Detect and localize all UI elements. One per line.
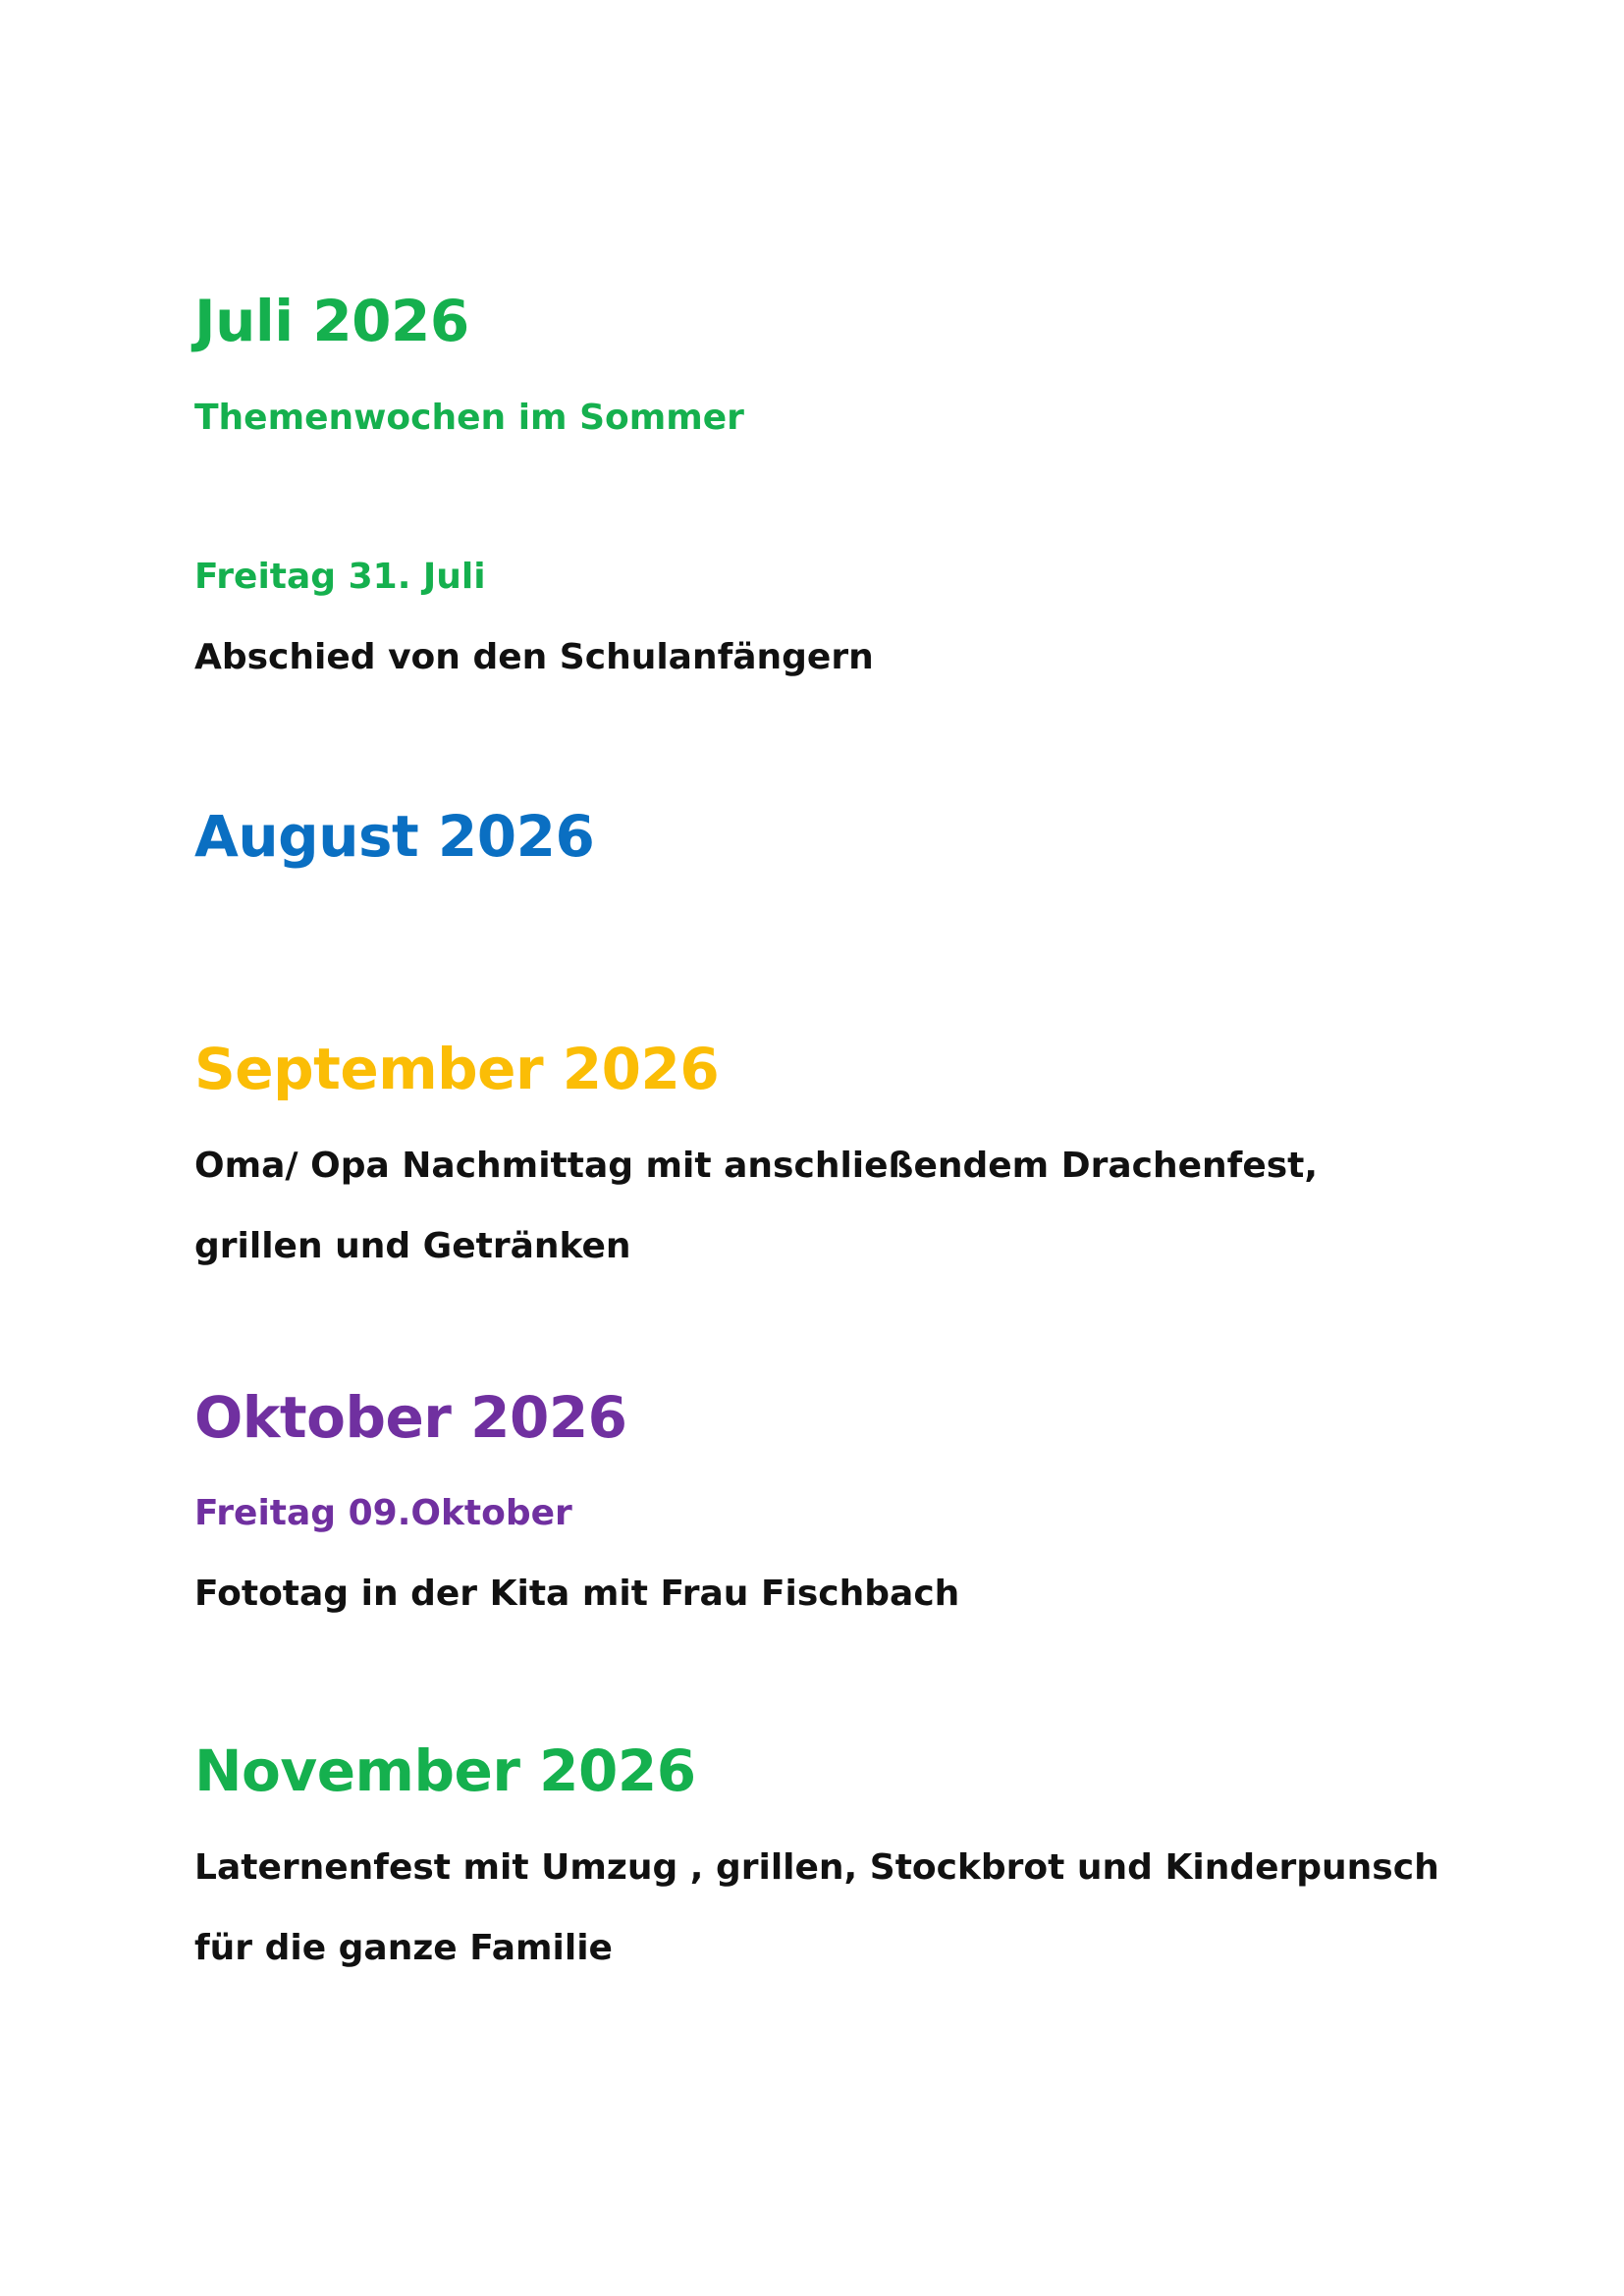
month-heading-september: September 2026 (194, 1036, 720, 1102)
juli-event-text: Abschied von den Schulanfängern (194, 637, 874, 677)
month-heading-juli: Juli 2026 (194, 288, 469, 354)
oktober-event-date: Freitag 09.Oktober (194, 1493, 572, 1533)
month-heading-november: November 2026 (194, 1737, 696, 1804)
month-heading-august: August 2026 (194, 803, 595, 870)
september-event-line1: Oma/ Opa Nachmittag mit anschließendem Drachenfest, (194, 1146, 1319, 1186)
oktober-event-text: Fototag in der Kita mit Frau Fischbach (194, 1574, 960, 1614)
september-event-line2: grillen und Getränken (194, 1226, 631, 1266)
month-heading-oktober: Oktober 2026 (194, 1384, 627, 1451)
juli-subtitle: Themenwochen im Sommer (194, 398, 744, 438)
november-event-line2: für die ganze Familie (194, 1928, 613, 1968)
juli-event-date: Freitag 31. Juli (194, 557, 486, 597)
november-event-line1: Laternenfest mit Umzug , grillen, Stockbrot und Kinderpunsch (194, 1847, 1439, 1888)
